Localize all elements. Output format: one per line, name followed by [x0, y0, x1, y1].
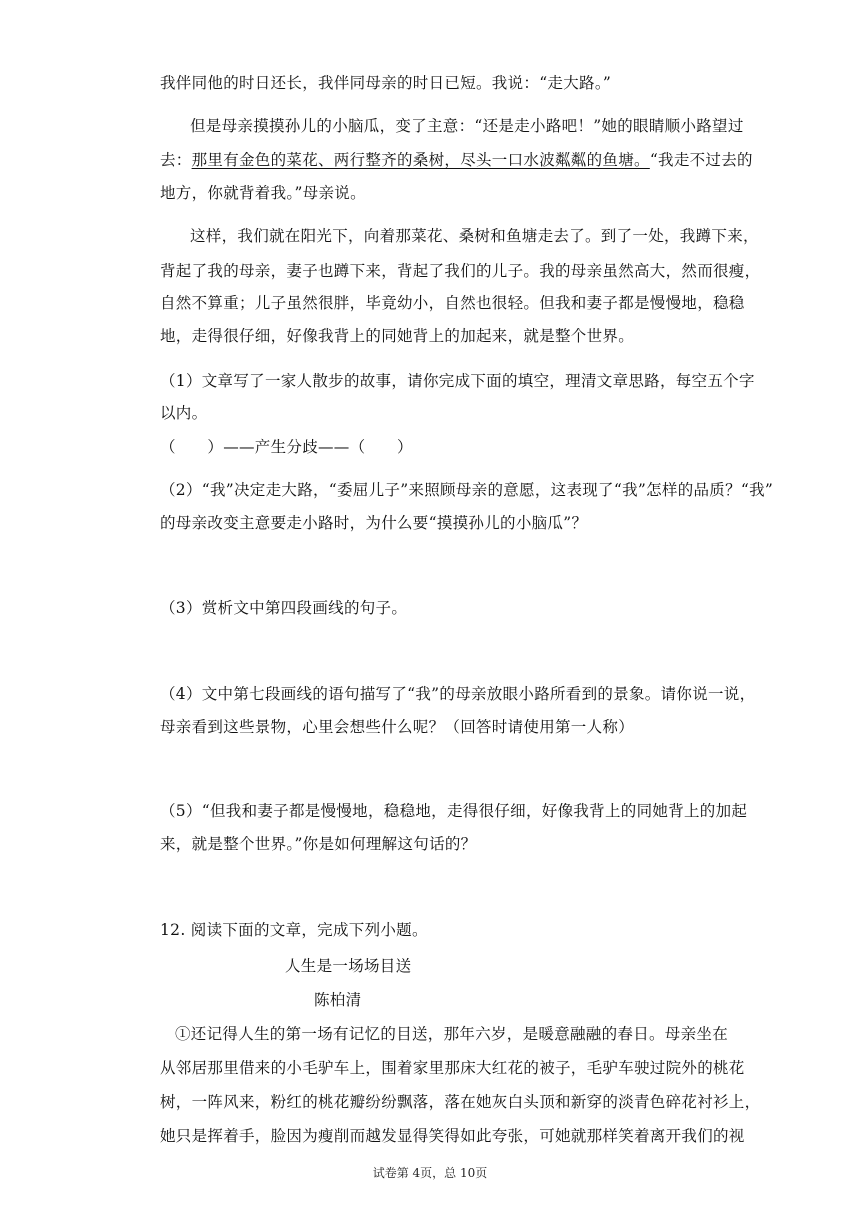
article-line: ①还记得人生的第一场有记忆的目送，那年六岁，是暖意融融的春日。母亲坐在: [175, 1025, 729, 1043]
underlined-sentence: 那里有金色的菜花、两行整齐的桑树，尽头一口水波粼粼的鱼塘。: [191, 151, 650, 169]
article-line: 从邻居那里借来的小毛驴车上，围着家里那床大红花的被子，毛驴车驶过院外的桃花: [160, 1059, 745, 1077]
question-4-line: 母亲看到这些景物，心里会想些什么呢？（回答时请使用第一人称）: [160, 718, 635, 736]
passage-line-with-underline: [160, 149, 753, 171]
question-5-line: （5）“但我和妻子都是慢慢地，稳稳地，走得很仔细，好像我背上的同她背上的加起: [160, 802, 748, 820]
passage-line: 这样，我们就在阳光下，向着那菜花、桑树和鱼塘走去了。到了一处，我蹲下来，: [190, 227, 759, 245]
article-line: 树，一阵风来，粉红的桃花瓣纷纷飘落，落在她灰白头顶和新穿的淡青色碎花衬衫上，: [160, 1093, 761, 1111]
passage-text: “我走不过去的: [649, 151, 753, 169]
passage-line: 但是母亲摸摸孙儿的小脑瓜，变了主意：“还是走小路吧！”她的眼睛顺小路望过: [190, 117, 744, 135]
passage-line: 地方，你就背着我。”母亲说。: [160, 184, 366, 202]
question-1-line: （1）文章写了一家人散步的故事，请你完成下面的填空，理清文章思路，每空五个字: [160, 372, 755, 390]
passage-text: 去：: [160, 151, 192, 169]
article-title: 人生是一场场目送: [285, 957, 412, 975]
question-4-line: （4）文中第七段画线的语句描写了“我”的母亲放眼小路所看到的景象。请你说一说，: [160, 685, 756, 703]
section-heading: 12. 阅读下面的文章，完成下列小题。: [160, 921, 428, 939]
article-author: 陈柏清: [314, 991, 362, 1009]
question-2-line: （2）“我”决定走大路，“委屈儿子”来照顾母亲的意愿，这表现了“我”怎样的品质？“我”: [160, 481, 774, 499]
question-5-line: 来，就是整个世界。”你是如何理解这句话的？: [160, 835, 477, 853]
question-1-line: 以内。: [160, 404, 208, 422]
page-footer: 试卷第 4页，总 10页: [372, 1166, 488, 1180]
question-3-line: （3）赏析文中第四段画线的句子。: [160, 599, 408, 617]
article-line: 她只是挥着手，脸因为瘦削而越发显得笑得如此夸张，可她就那样笑着离开我们的视: [160, 1127, 745, 1145]
passage-line: 地，走得很仔细，好像我背上的同她背上的加起来，就是整个世界。: [160, 327, 635, 345]
passage-line: 我伴同他的时日还长，我伴同母亲的时日已短。我说：“走大路。”: [160, 74, 612, 92]
question-2-line: 的母亲改变主意要走小路时，为什么要“摸摸孙儿的小脑瓜”？: [160, 514, 588, 532]
passage-line: 背起了我的母亲，妻子也蹲下来，背起了我们的儿子。我的母亲虽然高大，然而很瘦，: [160, 262, 761, 280]
question-1-blanks: （ ）——产生分歧——（ ）: [160, 438, 413, 456]
passage-line: 自然不算重；儿子虽然很胖，毕竟幼小，自然也很轻。但我和妻子都是慢慢地，稳稳: [160, 294, 745, 312]
